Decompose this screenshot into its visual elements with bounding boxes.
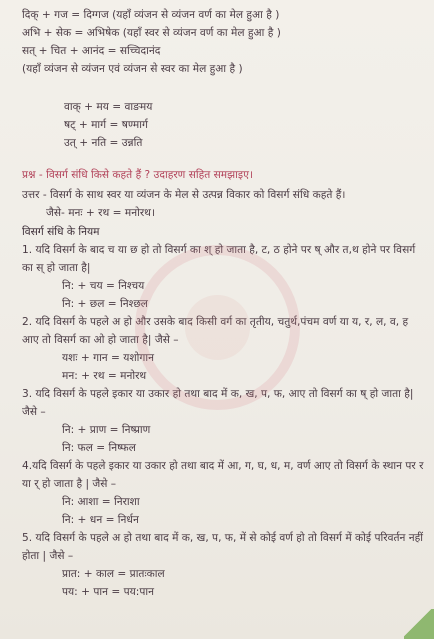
rules-heading: विसर्ग संधि के नियम <box>22 226 100 238</box>
rule-1 <box>22 241 424 313</box>
example-line: उत् + नति = उन्नति <box>64 137 143 149</box>
rule-text: 5. यदि विसर्ग के पहले अ हो तथा बाद में क, ख, प, फ, में से कोई वर्ण हो तो विसर्ग में कोई परिवर्तन नहीं होता | जैसे – <box>22 532 423 562</box>
rule-example: पय: + पान = पय:पान <box>62 586 154 598</box>
question-heading: प्रश्न - विसर्ग संधि किसे कहते हैं ? उदाहरण सहित समझाइए। <box>22 169 253 181</box>
second-examples <box>22 98 424 152</box>
rule-text: 1. यदि विसर्ग के बाद च या छ हो तो विसर्ग का श् हो जाता है, ट, ठ होने पर ष् और त,थ होने पर विसर्ग का स् हो जाता है| <box>22 244 416 274</box>
top-line: सत् + चित + आनंद = सच्चिदानंद <box>22 45 161 57</box>
rule-text: 2. यदि विसर्ग के पहले अ हो और उसके बाद किसी वर्ग का तृतीय, चतुर्थ,पंचम वर्ण या य, र, ल, व, ह आए तो विसर्ग का ओ हो जाता है| जैसे – <box>22 316 409 346</box>
rule-2 <box>22 313 424 385</box>
rule-3 <box>22 385 424 457</box>
page-corner-icon <box>404 609 434 639</box>
rule-4 <box>22 457 424 529</box>
rule-example: नि: + छल = निश्छल <box>62 298 148 310</box>
example-line: षट् + मार्ग = षण्मार्ग <box>64 119 148 131</box>
rule-example: नि: + प्राण = निष्प्राण <box>62 424 151 436</box>
rule-example: नि: आशा = निराशा <box>62 496 140 508</box>
rule-example: प्रात: + काल = प्रातःकाल <box>62 568 165 580</box>
top-line: अभि + सेक = अभिषेक (यहाँ स्वर से व्यंजन वर्ण का मेल हुआ है ) <box>22 27 281 39</box>
rule-example: मन: + रथ = मनोरथ <box>62 370 147 382</box>
top-line: (यहाँ व्यंजन से व्यंजन एवं व्यंजन से स्वर का मेल हुआ है ) <box>22 63 243 75</box>
rule-example: यशः + गान = यशोगान <box>62 352 154 364</box>
top-line: दिक् + गज = दिग्गज (यहाँ व्यंजन से व्यंजन वर्ण का मेल हुआ है ) <box>22 9 280 21</box>
example-line: वाक् + मय = वाङमय <box>64 101 153 113</box>
rule-example: नि: + धन = निर्धन <box>62 514 139 526</box>
rule-example: नि: + चय = निश्चय <box>62 280 145 292</box>
rule-5 <box>22 529 424 601</box>
answer-text: उत्तर - विसर्ग के साथ स्वर या व्यंजन के मेल से उत्पन्न विकार को विसर्ग संधि कहते हैं। <box>22 189 346 201</box>
rule-text: 3. यदि विसर्ग के पहले इकार या उकार हो तथा बाद में क, ख, प, फ, आए तो विसर्ग का ष् हो जाता है| जैसे – <box>22 388 414 418</box>
top-examples <box>22 6 424 78</box>
rule-text: 4.यदि विसर्ग के पहले इकार या उकार हो तथा बाद में आ, ग, घ, ध, म, वर्ण आए तो विसर्ग के स्थान पर र या र् हो जाता है | जैसे – <box>22 460 424 490</box>
rule-example: नि: फल = निष्फल <box>62 442 136 454</box>
answer-example: जैसे- मनः + रथ = मनोरथ। <box>46 207 155 219</box>
